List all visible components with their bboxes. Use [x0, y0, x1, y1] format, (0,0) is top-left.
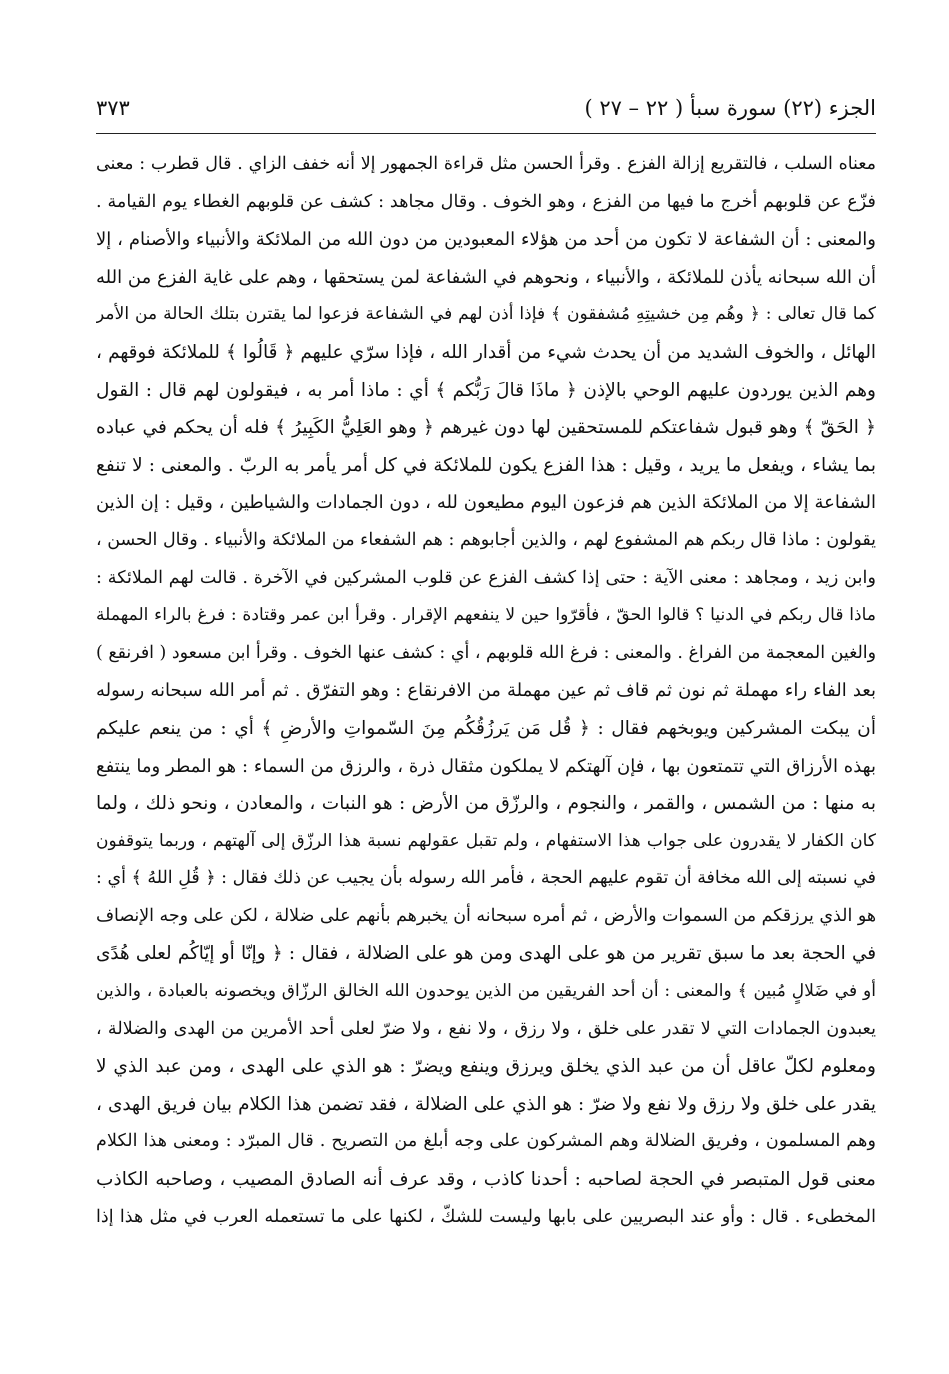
- text-line: ماذا قال ربكم في الدنيا ؟ قالوا الحقّ ، فأقرّوا حين لا ينفعهم الإقرار . وقرأ ابن عمر وقتادة : فرغ بالراء المهملة: [96, 605, 876, 626]
- header-rule: [96, 133, 876, 134]
- text-line: أن يبكت المشركين ويوبخهم فقال : ﴿ قُل مَن يَرزُقُكُم مِنَ السّمواتِ والأرضِ ﴾ أي : من ينعم عليكم: [96, 717, 876, 739]
- text-line: معناه السلب ، فالتقريع إزالة الفزع . وقرأ الحسن مثل قراءة الجمهور إلا أنه خفف الزاي . قال قطرب : معنى: [96, 154, 876, 174]
- text-line: كان الكفار لا يقدرون على جواب هذا الاستفهام ، ولم تقبل عقولهم نسبة هذا الرزّق إلى آلهتهم ، وربما يتوقفون: [96, 830, 876, 851]
- text-line: بهذه الأرزاق التي تتمتعون بها ، فإن آلهتكم لا يملكون مثقال ذرة ، والرزق من السماء : هو المطر وما ينتفع: [96, 755, 876, 777]
- text-line: يقدر على خلق ولا رزق ولا نفع ولا ضرّ : هو الذي على الضلالة ، فقد تضمن هذا الكلام بيان فريق الهدى ،: [96, 1093, 876, 1115]
- text-line: وابن زيد ، ومجاهد : معنى الآية : حتى إذا كشف الفزع عن قلوب المشركين في الآخرة . قالت لهم الملائكة :: [96, 567, 876, 588]
- body-text: [96, 146, 876, 1236]
- text-line: ومعلوم لكلّ عاقل أن من عبد الذي يخلق ويرزق وينفع ويضرّ : هو الذي على الهدى ، ومن عبد الذي لا: [96, 1056, 876, 1078]
- text-line: الهائل ، والخوف الشديد من أن يحدث شيء من أقدار الله ، فإذا سرّي عليهم ﴿ قَالُوا ﴾ للملائكة فوقهم ،: [96, 341, 876, 363]
- text-line: في الحجة بعد ما سبق تقرير من هو على الهدى ومن هو على الضلالة ، فقال : ﴿ وإنّا أو إيّاكُم لعلى هُدًى: [96, 943, 876, 965]
- text-line: في نسبته إلى الله مخافة أن تقوم عليهم الحجة ، فأمر الله رسوله بأن يجيب عن ذلك فقال : ﴿ قُلِ اللهُ ﴾ أي :: [96, 868, 876, 889]
- text-line: هو الذي يرزقكم من السموات والأرض ، ثم أمره سبحانه أن يخبرهم بأنهم على ضلالة ، لكن على وجه الإنصاف: [96, 905, 876, 926]
- text-line: الشفاعة إلا من الملائكة الذين هم فزعون اليوم مطيعون لله ، دون الجمادات والشياطين ، وقيل : إن الذين: [96, 492, 876, 514]
- text-line: وهم المسلمون ، وفريق الضلالة وهم المشركون على وجه أبلغ من التصريح . قال المبرّد : ومعنى هذا الكلام: [96, 1131, 876, 1152]
- text-line: يعبدون الجمادات التي لا تقدر على خلق ، ولا رزق ، ولا نفع ، ولا ضرّ لعلى أحد الأمرين من الهدى والضلالة ،: [96, 1018, 876, 1039]
- text-line: معنى قول المتبصر في الحجة لصاحبه : أحدنا كاذب ، وقد عرف أنه الصادق المصيب ، وصاحبه الكاذب: [96, 1169, 876, 1191]
- text-line: والغين المعجمة من الفراغ . والمعنى : فرغ الله قلوبهم ، أي : كشف عنها الخوف . وقرأ ابن مسعود ( افرنقع ): [96, 642, 876, 663]
- running-head: الجزء (٢٢) سورة سبأ ( ٢٢ – ٢٧ ): [584, 96, 876, 120]
- text-line: كما قال تعالى : ﴿ وهُم مِن خشيتِهِ مُشفقون ﴾ فإذا أذن لهم في الشفاعة فزعوا لما يقترن بتلك الحالة من الأمر: [96, 304, 876, 325]
- page-number: ٣٧٣: [96, 96, 130, 120]
- text-line: ﴿ الحَقّ ﴾ وهو قبول شفاعتكم للمستحقين لها دون غيرهم ﴿ وهو العَلِيُّ الكَبِيرُ ﴾ فله أن يحكم في عباده: [96, 417, 876, 439]
- text-line: يقولون : ماذا قال ربكم هم المشفوع لهم ، والذين أجابوهم : هم الشفعاء من الملائكة والأنبياء . وقال الحسن ،: [96, 529, 876, 550]
- text-line: به منها : من الشمس ، والقمر ، والنجوم ، والرزّق من الأرض : هو النبات ، والمعادن ، ونحو ذلك ، ولما: [96, 793, 876, 815]
- text-line: بعد الفاء راء مهملة ثم نون ثم قاف ثم عين مهملة من الافرنقاع : وهو التفرّق . ثم أمر الله سبحانه رسوله: [96, 680, 876, 702]
- text-line: أن الله سبحانه يأذن للملائكة ، والأنبياء ، ونحوهم في الشفاعة لمن يستحقها ، وهم على غاية الفزع من الله: [96, 266, 876, 288]
- text-line: بما يشاء ، ويفعل ما يريد ، وقيل : هذا الفزع يكون للملائكة في كل أمر يأمر به الربّ . والمعنى : لا تنفع: [96, 454, 876, 476]
- page-header: [96, 84, 876, 136]
- text-line: فزّع عن قلوبهم أخرج ما فيها من الفزع ، وهو الخوف . وقال مجاهد : كشف عن قلوبهم الغطاء يوم القيامة .: [96, 191, 876, 212]
- text-line: وهم الذين يوردون عليهم الوحي بالإذن ﴿ ماذَا قالَ رَبُّكم ﴾ أي : ماذا أمر به ، فيقولون لهم قال : القول: [96, 379, 876, 401]
- text-line: والمعنى : أن الشفاعة لا تكون من أحد من هؤلاء المعبودين من دون الله من الملائكة والأنبياء والأصنام ، إلا: [96, 229, 876, 251]
- text-line: أو في ضَلالٍ مُبين ﴾ والمعنى : أن أحد الفريقين من الذين يوحدون الله الخالق الرزّاق ويخصونه بالعبادة ، والذين: [96, 981, 876, 1002]
- text-line: المخطىء . قال : وأو عند البصريين على بابها وليست للشكّ ، لكنها على ما تستعمله العرب في مثل هذا إذا: [96, 1206, 876, 1227]
